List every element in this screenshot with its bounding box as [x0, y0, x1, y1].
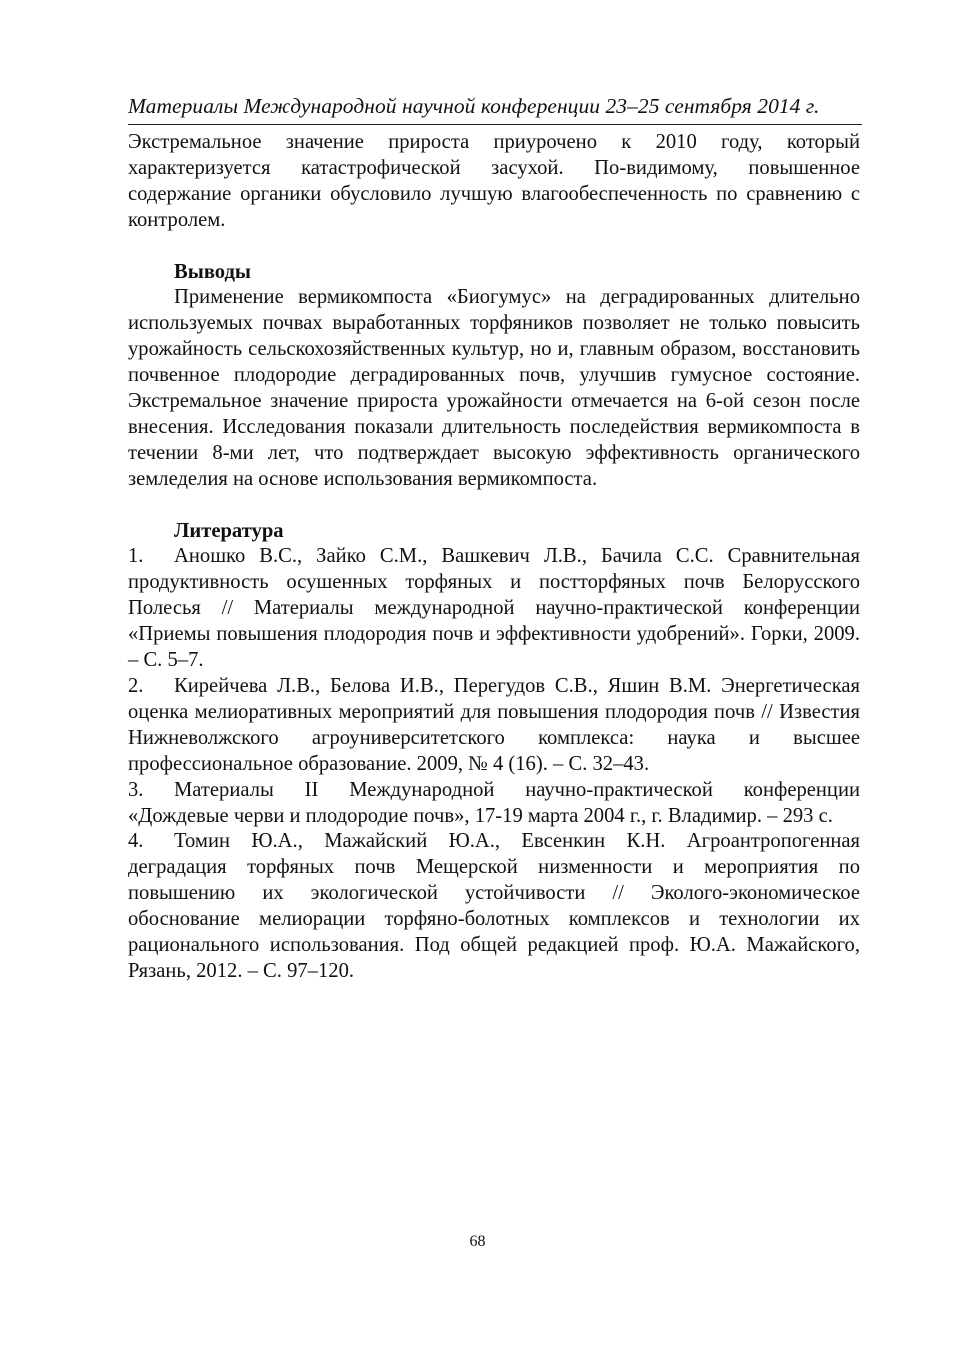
reference-item	[128, 544, 860, 674]
reference-item	[128, 829, 860, 984]
conclusions-paragraph: Применение вермикомпоста «Биогумус» на деградированных длительно используемых почвах выработанных торфяников позволяет не только повысить урожайность сельскохозяйственных культур, но и, главным образом, восстановить почвенное плодородие деградированных почв, улучшив гумусное состояние. Экстремальное значение прироста урожайности отмечается на 6-ой сезон после внесения. Исследования показали длительность последействия вермикомпоста в течении 8-ми лет, что подтверждает высокую эффективность органического земледелия на основе использования вермикомпоста.	[128, 286, 860, 490]
header-divider	[128, 124, 862, 125]
reference-text: Томин Ю.А., Мажайский Ю.А., Евсенкин К.Н. Агроантропогенная деградация торфяных почв Мещерской низменности и мероприятия по повышению их экологической устойчивости // Эколого-экономическое обоснование мелиорации торфяно-болотных комплексов и технологии их рационального использования. Под общей редакцией проф. Ю.А. Мажайского, Рязань, 2012. – С. 97–120.	[128, 830, 860, 982]
reference-list	[128, 544, 860, 984]
intro-paragraph: Экстремальное значение прироста приурочено к 2010 году, который характеризуется катастрофической засухой. По-видимому, повышенное содержание органики обусловило лучшую влагообеспеченность по сравнению с контролем.	[128, 131, 860, 231]
page-number: 68	[469, 1233, 486, 1250]
reference-item	[128, 674, 860, 778]
reference-number: 2.	[128, 675, 144, 697]
page-body	[128, 130, 860, 985]
reference-number: 4.	[128, 830, 144, 853]
reference-item	[128, 778, 860, 830]
reference-text: Аношко В.С., Зайко С.М., Вашкевич Л.В., Бачила С.С. Сравнительная продуктивность осушенных торфяных и постторфяных почв Белорусского Полесья // Материалы международной научно-практической конференции «Приемы повышения плодородия почв и эффективности удобрений». Горки, 2009. – С. 5–7.	[128, 545, 860, 672]
reference-text: Материалы II Международной научно-практической конференции «Дождевые черви и плодородие почв», 17-19 марта 2004 г., г. Владимир. – 293 с.	[128, 778, 860, 827]
reference-number: 3.	[128, 778, 144, 801]
conclusions-heading: Выводы	[174, 260, 251, 283]
reference-text: Кирейчева Л.В., Белова И.В., Перегудов С.В., Яшин В.М. Энергетическая оценка мелиоративных мероприятий для повышения плодородия почв // Известия Нижневолжского агроуниверситетского комплекса: наука и высшее профессиональное образование. 2009, № 4 (16). – С. 32–43.	[128, 675, 860, 775]
references-heading: Литература	[174, 519, 284, 542]
reference-number: 1.	[128, 545, 144, 568]
running-header: Материалы Международной научной конференции 23–25 сентября 2014 г.	[128, 94, 820, 118]
